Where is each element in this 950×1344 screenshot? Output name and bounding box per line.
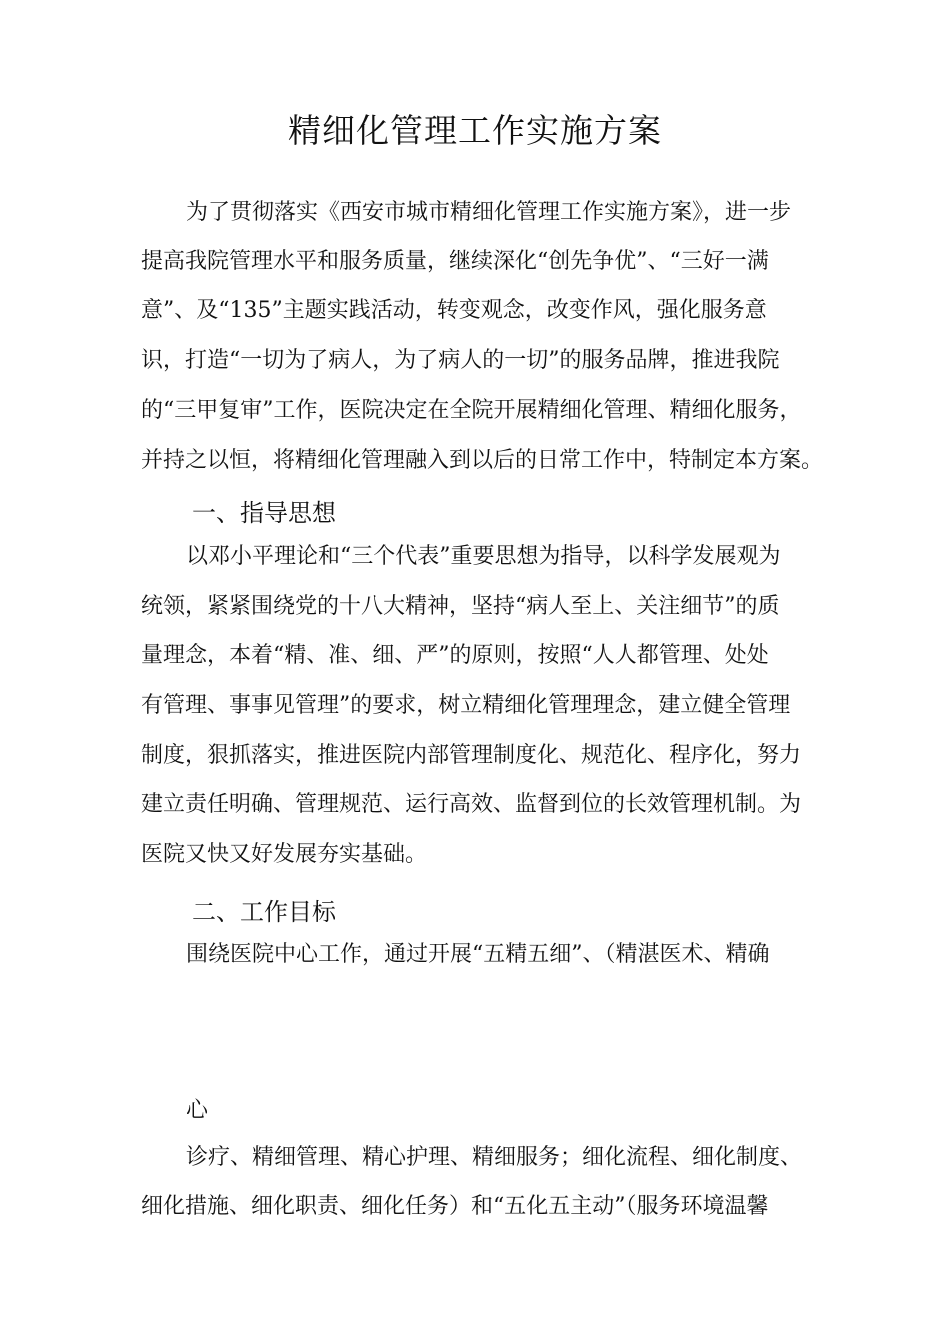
paragraph-line: 并持之以恒，将精细化管理融入到以后的日常工作中，特制定本方案。 (141, 448, 824, 473)
paragraph-line: 诊疗、精细管理、精心护理、精细服务；细化流程、细化制度、 (186, 1145, 803, 1170)
paragraph-line: 围绕医院中心工作，通过开展“五精五细”、（精湛医术、精确 (186, 942, 770, 967)
document-title: 精细化管理工作实施方案 (288, 111, 662, 150)
paragraph-line: 医院又快又好发展夯实基础。 (141, 842, 428, 867)
fragment-text: 心 (186, 1098, 209, 1123)
paragraph-line: 细化措施、细化职责、细化任务）和“五化五主动”（服务环境温馨 (141, 1194, 769, 1219)
paragraph-line: 量理念，本着“精、准、细、严”的原则，按照“人人都管理、处处 (141, 643, 769, 668)
paragraph-line: 有管理、事事见管理”的要求，树立精细化管理理念，建立健全管理 (141, 693, 791, 718)
paragraph-line: 识，打造“一切为了病人，为了病人的一切”的服务品牌，推进我院 (141, 348, 780, 373)
paragraph-line: 提高我院管理水平和服务质量，继续深化“创先争优”、“三好一满 (141, 249, 769, 274)
paragraph-line: 制度，狠抓落实，推进医院内部管理制度化、规范化、程序化，努力 (141, 743, 802, 768)
paragraph-line: 建立责任明确、管理规范、运行高效、监督到位的长效管理机制。为 (141, 792, 802, 817)
paragraph-line: 意”、及“135”主题实践活动，转变观念，改变作风，强化服务意 (141, 298, 767, 323)
paragraph-line: 的“三甲复审”工作，医院决定在全院开展精细化管理、精细化服务， (141, 398, 802, 423)
section-heading-guiding-thought: 一、指导思想 (192, 499, 336, 527)
paragraph-line: 以邓小平理论和“三个代表”重要思想为指导，以科学发展观为 (186, 544, 781, 569)
paragraph-line: 统领，紧紧围绕党的十八大精神，坚持“病人至上、关注细节”的质 (141, 594, 780, 619)
paragraph-line: 为了贯彻落实《西安市城市精细化管理工作实施方案》，进一步 (186, 200, 792, 225)
section-heading-work-goal: 二、工作目标 (192, 898, 336, 926)
